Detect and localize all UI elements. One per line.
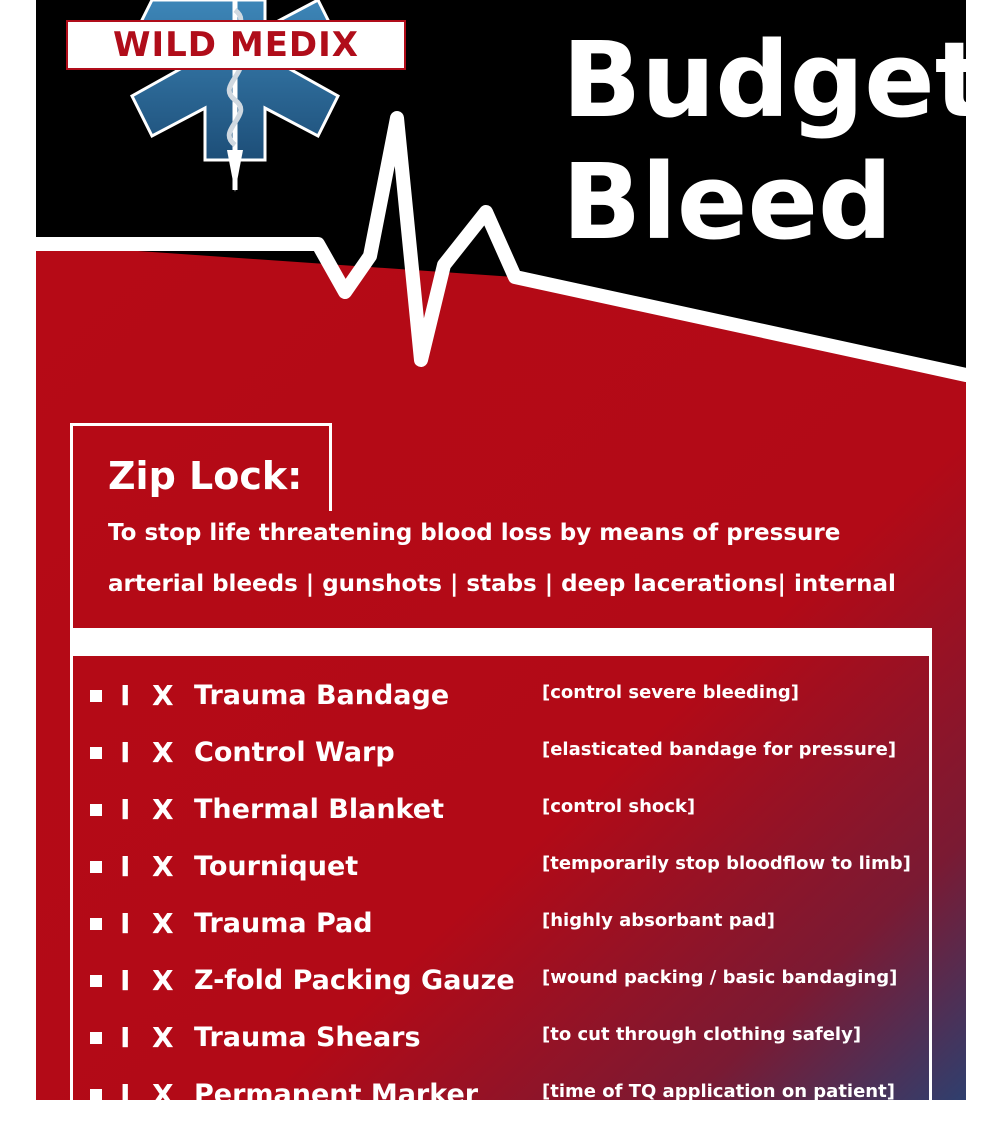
item-note: [control severe bleeding] <box>542 682 800 703</box>
item-note: [to cut through clothing safely] <box>542 1024 862 1045</box>
item-times: X <box>152 1021 174 1054</box>
item-name: Thermal Blanket <box>194 794 445 825</box>
item-note: [time of TQ application on patient] <box>542 1081 895 1102</box>
square-bullet-icon <box>90 918 102 930</box>
item-note: [highly absorbant pad] <box>542 910 775 931</box>
item-name: Trauma Pad <box>194 908 373 939</box>
list-item <box>90 847 930 904</box>
item-times: X <box>152 850 174 883</box>
square-bullet-icon <box>90 1089 102 1101</box>
item-name: Z-fold Packing Gauze <box>194 965 515 996</box>
item-qty: I <box>120 907 131 940</box>
item-name: Trauma Bandage <box>194 680 450 711</box>
item-qty: I <box>120 793 131 826</box>
item-note: [elasticated bandage for pressure] <box>542 739 897 760</box>
item-name: Permanent Marker <box>194 1079 479 1110</box>
item-name: Tourniquet <box>194 851 359 882</box>
item-times: X <box>152 907 174 940</box>
item-times: X <box>152 793 174 826</box>
item-qty: I <box>120 1021 131 1054</box>
item-times: X <box>152 1078 174 1111</box>
kit-name: Zip Lock: <box>108 454 303 498</box>
item-note: [temporarily stop bloodflow to limb] <box>542 853 911 874</box>
kit-tags: arterial bleeds | gunshots | stabs | deep lacerations| internal <box>108 571 896 597</box>
item-name: Control Warp <box>194 737 395 768</box>
kit-frame-right-edge <box>329 423 332 511</box>
kit-frame-left-edge <box>70 423 73 628</box>
logo-wordmark: WILD MEDIX <box>66 20 406 70</box>
title-line-2: Bleed <box>562 141 893 263</box>
items-list <box>90 676 930 1132</box>
list-item <box>90 1075 930 1132</box>
square-bullet-icon <box>90 747 102 759</box>
square-bullet-icon <box>90 861 102 873</box>
item-note: [control shock] <box>542 796 696 817</box>
square-bullet-icon <box>90 690 102 702</box>
item-times: X <box>152 736 174 769</box>
list-item <box>90 676 930 733</box>
item-times: X <box>152 964 174 997</box>
kit-description: To stop life threatening blood loss by means of pressure <box>108 520 841 546</box>
brand-logo <box>66 0 410 200</box>
item-name: Trauma Shears <box>194 1022 421 1053</box>
item-note: [wound packing / basic bandaging] <box>542 967 898 988</box>
square-bullet-icon <box>90 975 102 987</box>
item-qty: I <box>120 1078 131 1111</box>
list-item <box>90 961 930 1018</box>
item-qty: I <box>120 850 131 883</box>
square-bullet-icon <box>90 1032 102 1044</box>
item-times: X <box>152 679 174 712</box>
list-item <box>90 733 930 790</box>
item-qty: I <box>120 736 131 769</box>
item-qty: I <box>120 964 131 997</box>
list-item <box>90 904 930 961</box>
item-qty: I <box>120 679 131 712</box>
square-bullet-icon <box>90 804 102 816</box>
list-item <box>90 790 930 847</box>
title-line-1: Budget <box>562 19 985 141</box>
list-item <box>90 1018 930 1075</box>
